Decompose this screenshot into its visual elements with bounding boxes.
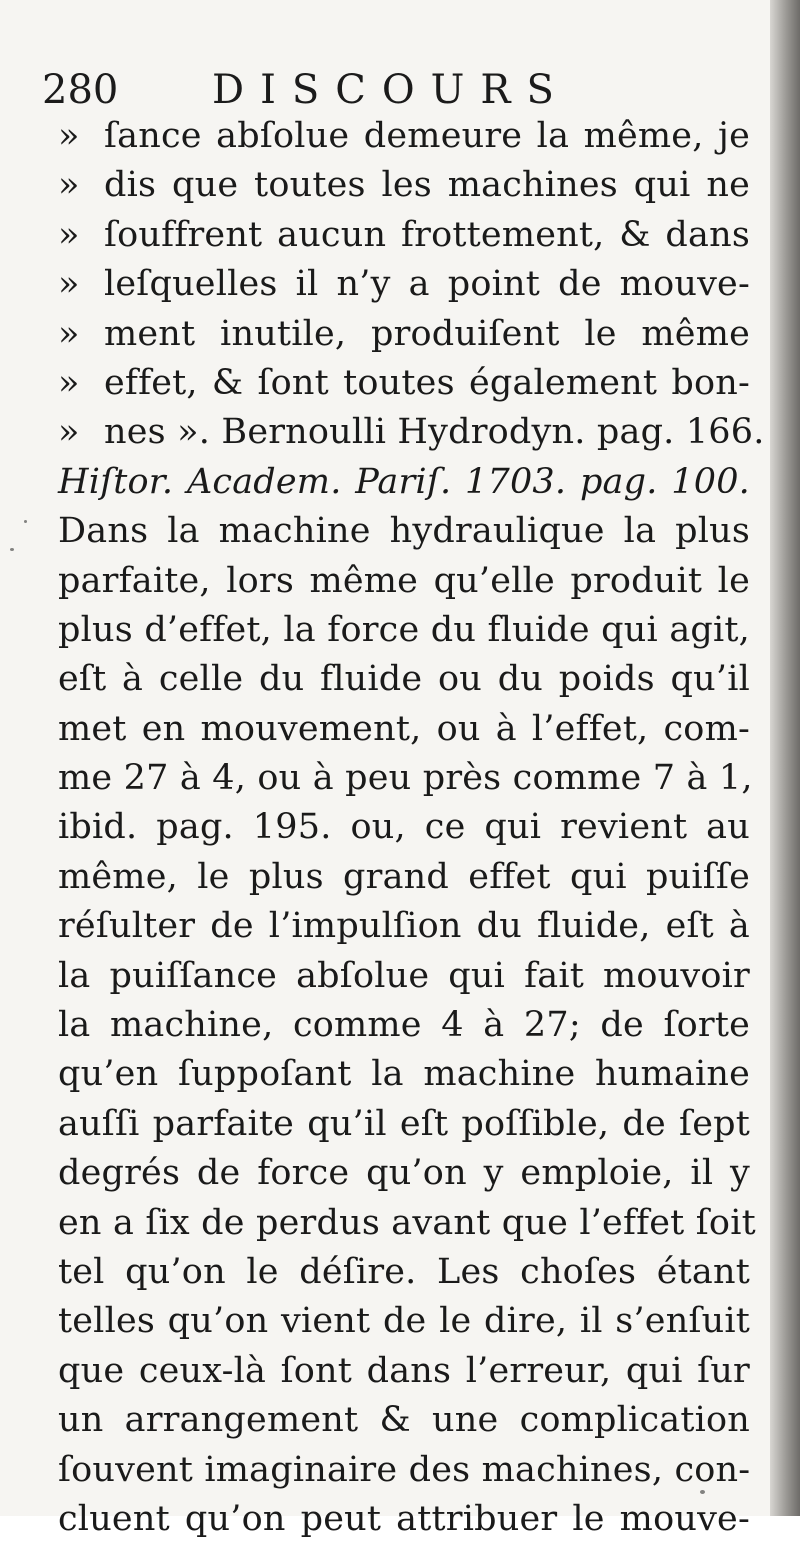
- quote-mark: »: [58, 313, 80, 354]
- text-line: même, le plus grand effet qui puiſſe: [58, 856, 750, 897]
- running-title: DISCOURS: [212, 67, 570, 113]
- text-line: auſſi parfaite qu’il eſt poſſible, de ſept: [58, 1103, 750, 1144]
- text-line: la puiſſance abſolue qui fait mouvoir: [58, 955, 750, 996]
- text-line: ibid. pag. 195. ou, ce qui revient au: [58, 807, 750, 848]
- quote-mark: »: [58, 362, 80, 403]
- text-line: [58, 310, 750, 359]
- text-line: en a ſix de perdus avant que l’effet ſoit: [58, 1202, 756, 1243]
- text-line: qu’en ſuppoſant la machine humaine: [58, 1054, 750, 1095]
- text-line: parfaite, lors même qu’elle produit le: [58, 560, 750, 601]
- line-text: ſouffrent aucun frottement, & dans: [104, 214, 750, 255]
- quote-mark: »: [58, 116, 80, 156]
- text-line: un arrangement & une complication: [58, 1400, 750, 1441]
- text-line: degrés de force qu’on y emploie, il y: [58, 1153, 750, 1194]
- text-line: [58, 211, 750, 260]
- line-text: leſquelles il n’y a point de mouve-: [104, 264, 750, 305]
- body-text: [58, 112, 765, 1544]
- text-line: [58, 359, 750, 408]
- quote-mark: »: [58, 214, 80, 255]
- page-number: 280: [42, 67, 119, 113]
- text-line: [58, 161, 750, 210]
- text-line: eſt à celle du fluide ou du poids qu’il: [58, 659, 750, 700]
- citation-line: Hiſtor. Academ. Pariſ. 1703. pag. 100.: [58, 461, 750, 502]
- text-line: [58, 260, 750, 309]
- ink-speck: [10, 548, 14, 551]
- quote-mark: »: [58, 412, 80, 453]
- text-line: réſulter de l’impulſion du fluide, eſt à: [58, 906, 750, 947]
- line-text: dis que toutes les machines qui ne: [104, 165, 750, 206]
- text-line: tel qu’on le déſire. Les choſes étant: [58, 1251, 750, 1292]
- text-line: cluent qu’on peut attribuer le mouve-: [58, 1498, 750, 1539]
- line-text: nes ». Bernoulli Hydrodyn. pag. 166.: [104, 412, 765, 453]
- quote-mark: »: [58, 264, 80, 305]
- ink-speck: [24, 520, 27, 523]
- text-line: Dans la machine hydraulique la plus: [58, 511, 750, 552]
- text-line: met en mouvement, ou à l’effet, com-: [58, 708, 750, 749]
- text-line: ſouvent imaginaire des machines, con-: [58, 1449, 751, 1490]
- text-line: [58, 408, 765, 457]
- text-line: me 27 à 4, ou à peu près comme 7 à 1,: [58, 758, 753, 799]
- ink-speck: [700, 1490, 705, 1494]
- quote-mark: »: [58, 165, 80, 206]
- page-edge-shadow: [770, 0, 800, 1516]
- text-line: la machine, comme 4 à 27; de ſorte: [58, 1005, 750, 1046]
- line-text: effet, & ſont toutes également bon-: [104, 362, 750, 403]
- line-text: ſance abſolue demeure la même, je: [104, 116, 750, 156]
- text-line: telles qu’on vient de le dire, il s’enſuit: [58, 1301, 750, 1342]
- line-text: ment inutile, produiſent le même: [104, 313, 750, 354]
- running-head: [40, 52, 760, 116]
- text-line: [58, 112, 750, 161]
- text-line: que ceux-là ſont dans l’erreur, qui ſur: [58, 1350, 750, 1391]
- text-line: plus d’effet, la force du fluide qui agit,: [58, 609, 750, 650]
